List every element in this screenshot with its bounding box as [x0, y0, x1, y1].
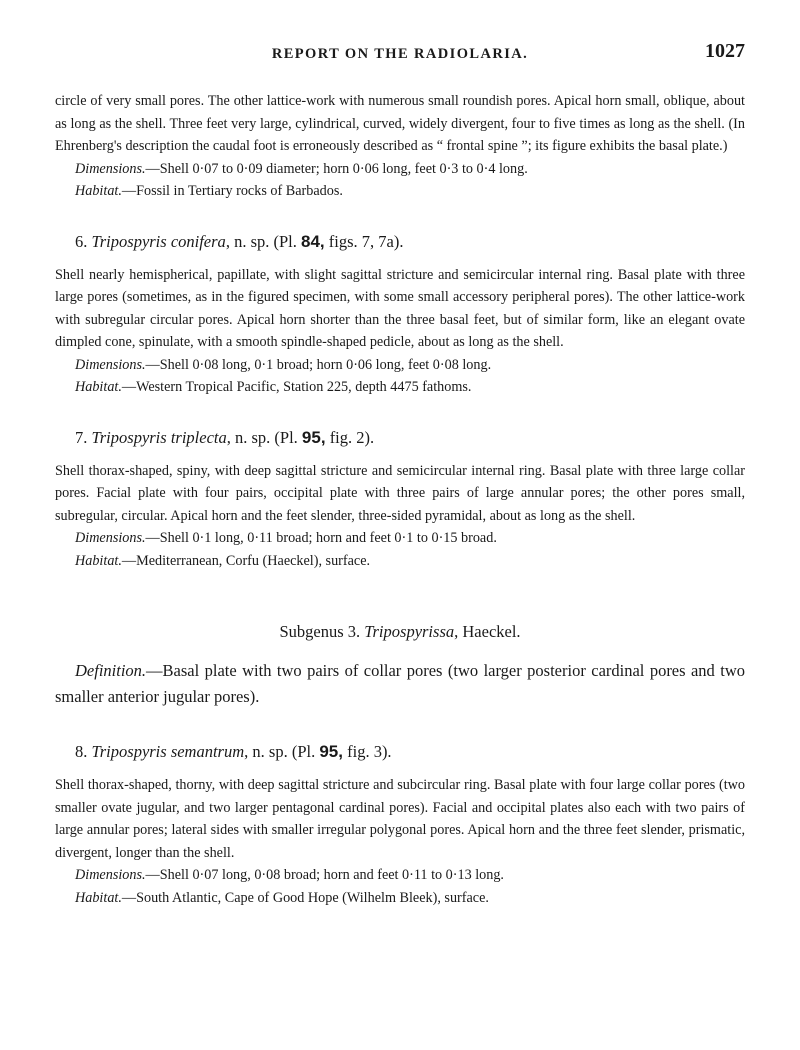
species-name: Tripospyris triplecta: [91, 427, 227, 447]
species-description: Shell thorax-shaped, thorny, with deep sagittal stricture and subcircular ring. Basal plate with four large collar pores (two smaller ovate jugular, and two larger pentagonal cardinal pores). Facial and occipital plates also each with two pairs of large annular pores; lateral sides with smaller irregular polygonal pores. Apical horn and the three feet slender, prismatic, divergent, longer than the shell.: [55, 777, 745, 861]
species-name: Tripospyris semantrum: [91, 742, 245, 761]
species-5-continuation: [55, 90, 745, 203]
species-name: Tripospyris conifera: [91, 231, 226, 251]
subgenus-name: Tripospyrissa: [364, 622, 455, 641]
subgenus-prefix: Subgenus 3.: [279, 622, 365, 641]
subgenus-author: , Haeckel.: [454, 622, 521, 641]
habitat-text: —Western Tropical Pacific, Station 225, depth 4475 fathoms.: [121, 379, 472, 395]
dimensions-label: Dimensions.: [75, 867, 146, 883]
page-number: 1027: [705, 40, 745, 62]
species-suffix: , n. sp. (Pl.: [244, 742, 316, 761]
dimensions-label: Dimensions.: [75, 530, 146, 546]
subgenus-section: [55, 620, 745, 710]
species-suffix: , n. sp. (Pl.: [226, 427, 298, 447]
species-8: [55, 740, 745, 909]
spacer: [55, 710, 745, 740]
species-number: 6.: [75, 231, 88, 251]
species-habitat: [55, 550, 745, 573]
figure-reference: fig. 3).: [347, 742, 392, 761]
spacer: [55, 203, 745, 230]
page-body: [55, 90, 745, 909]
page-header: [55, 38, 745, 68]
species-dimensions: [55, 158, 745, 181]
subgenus-definition: [55, 658, 745, 710]
species-number: 7.: [75, 427, 88, 447]
species-description: circle of very small pores. The other lattice-work with numerous small roundish pores. Apical horn small, oblique, about as long as the shell. Three feet very large, cylindrical, curved, widely divergent, four to five times as long as the shell. (In Ehrenberg's description the caudal foot is erroneously described as “ frontal spine ”; its figure exhibits the basal plate.): [55, 93, 745, 154]
habitat-text: —South Atlantic, Cape of Good Hope (Wilhelm Bleek), surface.: [121, 889, 489, 906]
species-heading: [55, 230, 745, 254]
habitat-text: —Fossil in Tertiary rocks of Barbados.: [121, 183, 343, 199]
spacer: [55, 399, 745, 426]
species-dimensions: [55, 527, 745, 550]
dimensions-label: Dimensions.: [75, 160, 146, 177]
species-heading: [55, 426, 745, 450]
species-description: Shell nearly hemispherical, papillate, with slight sagittal stricture and semicircular internal ring. Basal plate with three large pores (sometimes, as in the figured specimen, with some small accessory peripheral pores). The other lattice-work with subregular circular pores. Apical horn shorter than the three basal feet, but of similar form, like an elegant ovate dimpled cone, spinulate, with a smooth spindle-shaped pedicle, about as long as the shell.: [55, 266, 745, 350]
plate-number: 84,: [301, 231, 325, 251]
habitat-label: Habitat.: [75, 889, 122, 906]
species-habitat: [55, 887, 745, 910]
species-heading: [55, 740, 745, 764]
definition-text: —Basal plate with two pairs of collar pores (two larger posterior cardinal pores and two smaller anterior jugular pores).: [55, 661, 745, 706]
spacer: [55, 572, 745, 620]
species-suffix: , n. sp. (Pl.: [225, 231, 297, 251]
subgenus-title: [55, 620, 745, 644]
dimensions-label: Dimensions.: [75, 356, 146, 373]
figure-reference: figs. 7, 7a).: [328, 231, 404, 251]
dimensions-text: —Shell 0·1 long, 0·11 broad; horn and feet 0·1 to 0·15 broad.: [145, 530, 497, 546]
figure-reference: fig. 2).: [329, 427, 375, 447]
dimensions-text: —Shell 0·07 to 0·09 diameter; horn 0·06 long, feet 0·3 to 0·4 long.: [145, 160, 528, 177]
dimensions-text: —Shell 0·08 long, 0·1 broad; horn 0·06 long, feet 0·08 long.: [145, 356, 492, 373]
species-description: Shell thorax-shaped, spiny, with deep sagittal stricture and semicircular internal ring. Basal plate with three large collar pores. Facial plate with four pairs, occipital plate with three pairs of large annular pores; the other pores small, subregular, circular. Apical horn and the feet slender, three-sided pyramidal, about as long as the shell.: [55, 462, 745, 524]
dimensions-text: —Shell 0·07 long, 0·08 broad; horn and feet 0·11 to 0·13 long.: [145, 867, 504, 883]
species-dimensions: [55, 354, 745, 377]
running-title: REPORT ON THE RADIOLARIA.: [271, 46, 529, 62]
habitat-label: Habitat.: [75, 379, 122, 395]
habitat-label: Habitat.: [75, 552, 122, 569]
habitat-label: Habitat.: [75, 183, 122, 199]
species-habitat: [55, 180, 745, 203]
species-habitat: [55, 376, 745, 399]
species-7: [55, 426, 745, 573]
species-dimensions: [55, 864, 745, 887]
habitat-text: —Mediterranean, Corfu (Haeckel), surface.: [121, 552, 371, 569]
species-number: 8.: [75, 742, 88, 761]
definition-label: Definition.: [75, 661, 147, 680]
species-6: [55, 230, 745, 399]
plate-number: 95,: [319, 742, 343, 761]
plate-number: 95,: [301, 427, 326, 447]
